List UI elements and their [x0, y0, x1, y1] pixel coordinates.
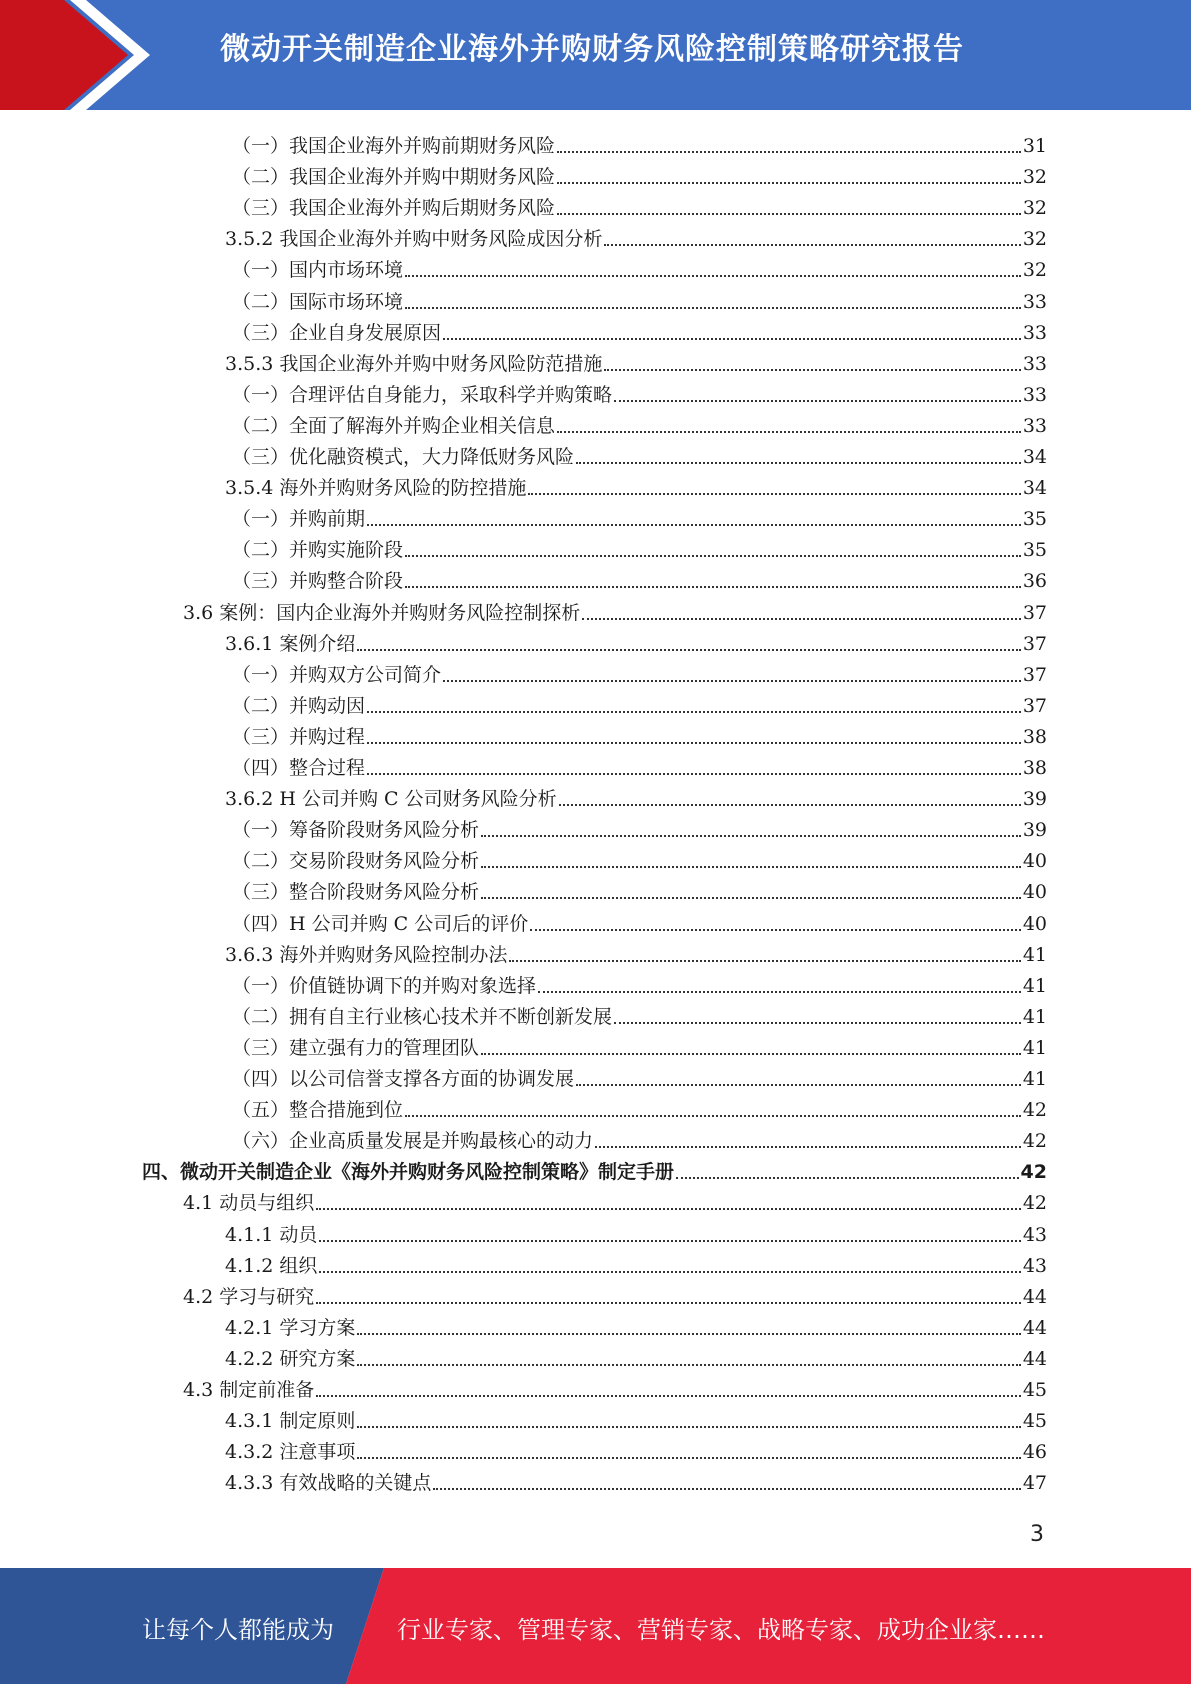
- toc-entry-label: （四）整合过程: [232, 757, 366, 779]
- toc-dot-leader: [433, 1488, 1020, 1490]
- toc-entry[interactable]: [232, 501, 1047, 532]
- footer-slogan-right: 行业专家、管理专家、营销专家、战略专家、成功企业家……: [397, 1616, 1045, 1644]
- toc-entry-page: 44: [1022, 1347, 1047, 1370]
- toc-entry-label: （一）并购前期: [232, 508, 366, 531]
- toc-dot-leader: [557, 431, 1021, 433]
- toc-entry-page: 37: [1022, 663, 1047, 686]
- toc-entry-label: （一）我国企业海外并购前期财务风险: [232, 135, 556, 157]
- page-number: 3: [1030, 1522, 1044, 1547]
- toc-entry-page: 34: [1022, 477, 1047, 500]
- toc-entry-page: 33: [1022, 383, 1047, 406]
- toc-entry[interactable]: [183, 595, 1047, 626]
- toc-entry-label: 4.2 学习与研究: [183, 1285, 315, 1308]
- toc-entry[interactable]: [232, 408, 1047, 439]
- toc-entry[interactable]: [225, 1465, 1047, 1496]
- toc-entry-label: （二）交易阶段财务风险分析: [232, 850, 480, 873]
- toc-entry[interactable]: [232, 750, 1047, 781]
- toc-dot-leader: [319, 1271, 1020, 1273]
- toc-entry[interactable]: [232, 812, 1047, 843]
- toc-entry-label: 4.1.2 组织: [225, 1254, 318, 1277]
- toc-entry-label: 4.3 制定前准备: [183, 1379, 315, 1401]
- toc-entry-page: 32: [1022, 197, 1047, 220]
- toc-dot-leader: [481, 866, 1021, 868]
- toc-dot-leader: [405, 555, 1021, 557]
- toc-entry-label: （三）并购整合阶段: [232, 570, 404, 593]
- toc-entry-page: 33: [1022, 414, 1047, 437]
- toc-dot-leader: [557, 151, 1021, 153]
- toc-entry[interactable]: [232, 1030, 1047, 1061]
- toc-entry[interactable]: [232, 128, 1047, 159]
- toc-entry-page: 33: [1022, 321, 1047, 344]
- toc-entry-page: 41: [1022, 1036, 1047, 1059]
- toc-dot-leader: [576, 462, 1021, 464]
- toc-dot-leader: [367, 524, 1021, 526]
- toc-entry-label: （一）并购双方公司简介: [232, 663, 442, 686]
- toc-entry-label: （四）以公司信誉支撑各方面的协调发展: [232, 1068, 575, 1090]
- toc-dot-leader: [559, 804, 1021, 806]
- toc-dot-leader: [316, 1395, 1021, 1397]
- toc-entry[interactable]: [225, 781, 1047, 812]
- toc-entry-page: 38: [1022, 757, 1047, 779]
- toc-entry-label: 4.1.1 动员: [225, 1223, 318, 1246]
- toc-entry-label: （二）并购实施阶段: [232, 539, 404, 562]
- toc-dot-leader: [357, 1457, 1020, 1459]
- toc-entry-page: 40: [1022, 850, 1047, 873]
- toc-entry-label: （三）并购过程: [232, 725, 366, 748]
- toc-entry-page: 37: [1022, 694, 1047, 717]
- toc-entry[interactable]: [232, 906, 1047, 937]
- toc-entry-label: （一）合理评估自身能力，采取科学并购策略: [232, 383, 613, 406]
- toc-entry-page: 35: [1022, 508, 1047, 531]
- toc-dot-leader: [367, 711, 1021, 713]
- toc-dot-leader: [367, 742, 1021, 744]
- toc-entry[interactable]: [142, 1154, 1047, 1185]
- toc-dot-leader: [367, 773, 1021, 775]
- toc-entry[interactable]: [232, 1123, 1047, 1154]
- toc-entry-page: 42: [1022, 1099, 1047, 1122]
- toc-entry-label: 3.6.3 海外并购财务风险控制办法: [225, 943, 508, 966]
- toc-entry-label: （三）我国企业海外并购后期财务风险: [232, 197, 556, 220]
- toc-entry-label: （一）国内市场环境: [232, 259, 404, 282]
- toc-entry-label: （二）我国企业海外并购中期财务风险: [232, 166, 556, 189]
- toc-dot-leader: [443, 338, 1021, 340]
- toc-entry[interactable]: [232, 968, 1047, 999]
- toc-entry-label: 3.5.4 海外并购财务风险的防控措施: [225, 477, 527, 500]
- toc-entry-page: 40: [1022, 912, 1047, 935]
- toc-entry-page: 39: [1022, 819, 1047, 842]
- toc-entry[interactable]: [232, 688, 1047, 719]
- toc-entry[interactable]: [225, 1310, 1047, 1341]
- report-header: [0, 0, 1191, 110]
- toc-dot-leader: [614, 400, 1021, 402]
- toc-entry-page: 44: [1022, 1285, 1047, 1308]
- toc-entry[interactable]: [232, 159, 1047, 190]
- toc-entry-page: 42: [1020, 1161, 1047, 1184]
- toc-entry-page: 35: [1022, 539, 1047, 562]
- toc-entry-label: 3.6 案例：国内企业海外并购财务风险控制探析: [183, 601, 581, 624]
- toc-dot-leader: [604, 244, 1020, 246]
- toc-entry-label: 3.6.1 案例介绍: [225, 632, 356, 655]
- toc-entry[interactable]: [225, 470, 1047, 501]
- toc-entry-page: 43: [1022, 1223, 1047, 1246]
- toc-entry[interactable]: [225, 346, 1047, 377]
- toc-entry-page: 45: [1022, 1410, 1047, 1433]
- toc-dot-leader: [604, 369, 1020, 371]
- toc-entry-page: 34: [1022, 446, 1047, 468]
- toc-entry-label: 4.3.3 有效战略的关键点: [225, 1472, 432, 1495]
- red-arrow-icon: [0, 0, 160, 110]
- toc-entry[interactable]: [232, 284, 1047, 315]
- toc-entry-label: 4.1 动员与组织: [183, 1192, 315, 1215]
- toc-entry[interactable]: [183, 1185, 1047, 1216]
- toc-entry-label: 4.2.1 学习方案: [225, 1316, 356, 1339]
- toc-entry-page: 38: [1022, 725, 1047, 748]
- toc-dot-leader: [405, 307, 1021, 309]
- toc-entry[interactable]: [225, 1403, 1047, 1434]
- toc-entry-label: 四、微动开关制造企业《海外并购财务风险控制策略》制定手册: [142, 1161, 675, 1184]
- toc-dot-leader: [538, 991, 1021, 993]
- toc-entry[interactable]: [232, 315, 1047, 346]
- toc-entry[interactable]: [225, 626, 1047, 657]
- toc-entry[interactable]: [232, 563, 1047, 594]
- toc-entry-page: 43: [1022, 1254, 1047, 1277]
- toc-entry-page: 46: [1022, 1441, 1047, 1464]
- toc-dot-leader: [405, 586, 1021, 588]
- toc-dot-leader: [316, 1208, 1021, 1210]
- toc-dot-leader: [676, 1177, 1019, 1179]
- toc-entry-page: 41: [1022, 943, 1047, 966]
- toc-entry[interactable]: [225, 1217, 1047, 1248]
- toc-entry-label: （一）价值链协调下的并购对象选择: [232, 974, 537, 997]
- toc-entry-label: 4.3.1 制定原则: [225, 1410, 356, 1433]
- toc-entry-label: （二）全面了解海外并购企业相关信息: [232, 414, 556, 437]
- toc-dot-leader: [405, 1115, 1021, 1117]
- toc-entry-page: 42: [1022, 1130, 1047, 1153]
- toc-entry-page: 42: [1022, 1192, 1047, 1215]
- toc-dot-leader: [481, 897, 1021, 899]
- toc-entry-label: （三）企业自身发展原因: [232, 321, 442, 344]
- toc-entry[interactable]: [225, 1248, 1047, 1279]
- toc-entry-label: （三）建立强有力的管理团队: [232, 1036, 480, 1059]
- toc-entry-page: 45: [1022, 1379, 1047, 1401]
- toc-dot-leader: [481, 835, 1021, 837]
- toc-entry-page: 37: [1022, 601, 1047, 624]
- toc-dot-leader: [557, 213, 1021, 215]
- toc-entry[interactable]: [232, 377, 1047, 408]
- toc-entry[interactable]: [225, 1434, 1047, 1465]
- toc-entry-label: 3.5.2 我国企业海外并购中财务风险成因分析: [225, 228, 603, 251]
- toc-dot-leader: [443, 680, 1021, 682]
- toc-entry[interactable]: [232, 843, 1047, 874]
- toc-entry-label: （五）整合措施到位: [232, 1099, 404, 1122]
- toc-entry-label: （二）国际市场环境: [232, 290, 404, 313]
- toc-dot-leader: [319, 1240, 1020, 1242]
- toc-entry[interactable]: [232, 1061, 1047, 1092]
- toc-entry-label: 3.5.3 我国企业海外并购中财务风险防范措施: [225, 352, 603, 375]
- toc-entry-label: （一）筹备阶段财务风险分析: [232, 819, 480, 842]
- toc-dot-leader: [595, 1146, 1021, 1148]
- footer-slogan-left: 让每个人都能成为: [142, 1616, 334, 1644]
- toc-entry[interactable]: [232, 252, 1047, 283]
- toc-dot-leader: [481, 1053, 1021, 1055]
- toc-entry[interactable]: [232, 657, 1047, 688]
- toc-entry[interactable]: [225, 221, 1047, 252]
- toc-entry-page: 41: [1022, 974, 1047, 997]
- toc-entry-page: 32: [1022, 259, 1047, 282]
- toc-entry[interactable]: [183, 1279, 1047, 1310]
- toc-entry[interactable]: [232, 190, 1047, 221]
- toc-entry[interactable]: [232, 999, 1047, 1030]
- footer-banner: [0, 1568, 1191, 1684]
- toc-dot-leader: [530, 929, 1021, 931]
- toc-entry[interactable]: [232, 874, 1047, 905]
- toc-entry-page: 36: [1022, 570, 1047, 593]
- toc-entry-page: 41: [1022, 1005, 1047, 1028]
- toc-entry-page: 33: [1022, 290, 1047, 313]
- toc-entry-label: （六）企业高质量发展是并购最核心的动力: [232, 1130, 594, 1153]
- toc-entry-page: 32: [1022, 166, 1047, 189]
- toc-dot-leader: [576, 1084, 1021, 1086]
- toc-entry-page: 33: [1022, 352, 1047, 375]
- toc-dot-leader: [614, 1022, 1021, 1024]
- toc-entry-page: 40: [1022, 881, 1047, 904]
- toc-entry-label: （三）整合阶段财务风险分析: [232, 881, 480, 904]
- toc-entry-label: 3.6.2 H 公司并购 C 公司财务风险分析: [225, 788, 557, 811]
- toc-entry-label: （二）并购动因: [232, 694, 366, 717]
- toc-entry-label: 4.2.2 研究方案: [225, 1347, 356, 1370]
- toc-entry-page: 41: [1022, 1068, 1047, 1090]
- toc-entry-page: 32: [1022, 228, 1047, 251]
- toc-entry[interactable]: [183, 1372, 1047, 1403]
- toc-entry-label: （二）拥有自主行业核心技术并不断创新发展: [232, 1005, 613, 1028]
- toc-dot-leader: [357, 1364, 1020, 1366]
- toc-entry-label: 4.3.2 注意事项: [225, 1441, 356, 1464]
- toc-entry-label: （三）优化融资模式，大力降低财务风险: [232, 446, 575, 468]
- toc-entry-page: 44: [1022, 1316, 1047, 1339]
- toc-entry[interactable]: [232, 719, 1047, 750]
- toc-entry[interactable]: [232, 439, 1047, 470]
- toc-dot-leader: [405, 275, 1021, 277]
- toc-entry-label: （四）H 公司并购 C 公司后的评价: [232, 912, 529, 935]
- report-title: 微动开关制造企业海外并购财务风险控制策略研究报告: [220, 32, 964, 67]
- toc-entry[interactable]: [225, 1341, 1047, 1372]
- toc-dot-leader: [557, 182, 1021, 184]
- toc-entry-page: 39: [1022, 788, 1047, 811]
- toc-entry-page: 47: [1022, 1472, 1047, 1495]
- toc-entry[interactable]: [232, 1092, 1047, 1123]
- toc-dot-leader: [316, 1302, 1021, 1304]
- toc-dot-leader: [582, 618, 1021, 620]
- toc-dot-leader: [357, 649, 1020, 651]
- toc-entry[interactable]: [232, 532, 1047, 563]
- toc-entry-page: 37: [1022, 632, 1047, 655]
- toc-dot-leader: [509, 960, 1020, 962]
- toc-entry[interactable]: [225, 937, 1047, 968]
- toc-dot-leader: [528, 493, 1020, 495]
- toc-dot-leader: [357, 1333, 1020, 1335]
- toc-dot-leader: [357, 1426, 1020, 1428]
- toc-entry-page: 31: [1022, 135, 1047, 157]
